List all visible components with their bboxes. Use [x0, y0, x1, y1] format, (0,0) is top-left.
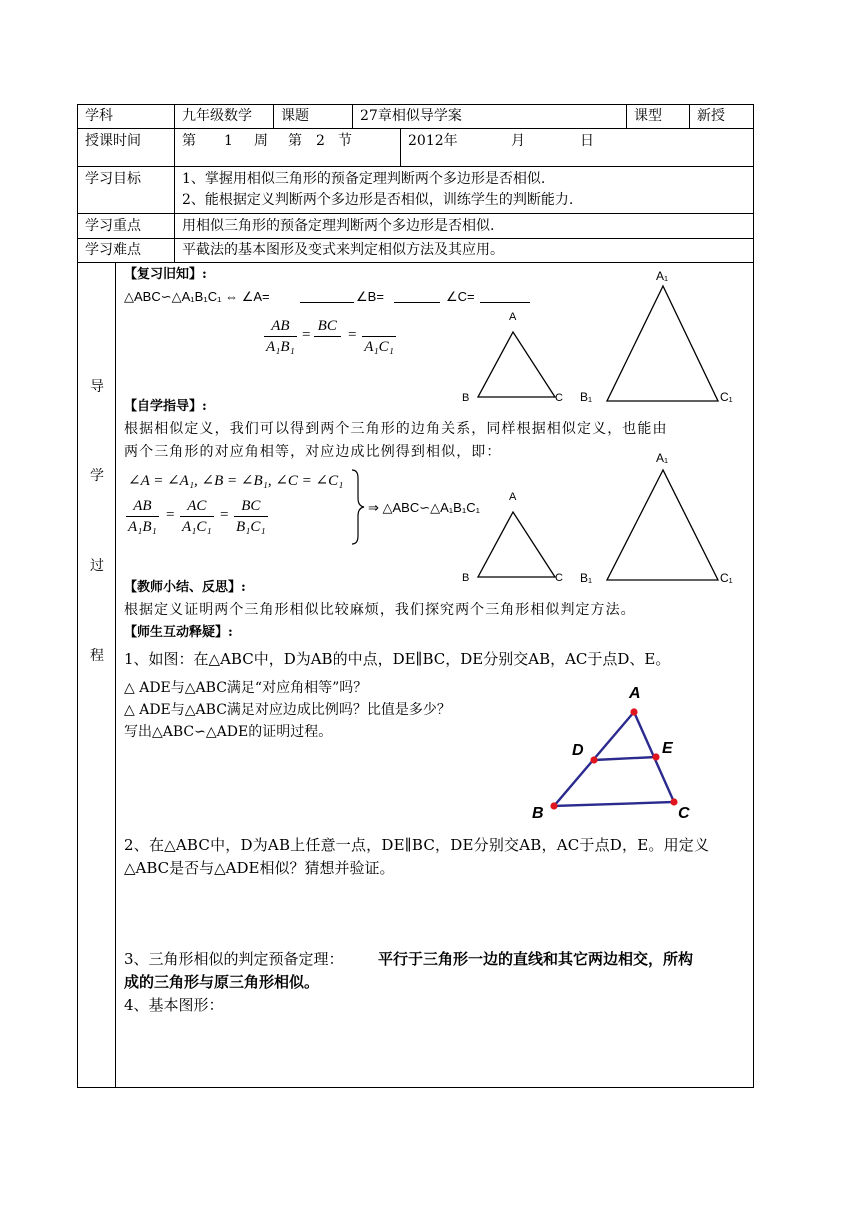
question-2-line1: 2、在△ABC中，D为AB上任意一点，DE∥BC，DE分别交AB，AC于点D，E。用定义: [124, 836, 710, 854]
fraction-numerator: AB: [264, 316, 297, 337]
fraction-numerator: AC: [180, 496, 214, 517]
section-num: 2: [316, 133, 325, 149]
vertex-label: C: [678, 805, 690, 822]
vertex-label: B₁: [580, 571, 593, 585]
difficulty-text: 平截法的基本图形及变式来判定相似方法及其应用。: [182, 242, 504, 258]
vertex-label: B₁: [580, 390, 593, 404]
process-label-char: 导: [90, 379, 104, 395]
goal-item: 1、掌握用相似三角形的预备定理判断两个多边形是否相似.: [182, 171, 546, 187]
focus-label: 学习重点: [85, 218, 141, 234]
type-value: 新授: [697, 108, 725, 124]
week-num: 1: [224, 133, 233, 149]
ratio-fraction: [126, 496, 159, 537]
triangle-figures-self-study: [456, 446, 746, 592]
right-brace: [350, 468, 366, 546]
large-triangle: [607, 470, 718, 580]
equals-sign: =: [348, 327, 357, 343]
review-heading: 【复习旧知】:: [124, 267, 207, 282]
subject-value: 九年级数学: [182, 108, 252, 124]
fraction-denominator: A₁C₁: [364, 339, 394, 355]
question-1b: △ ADE与△ABC满足对应边成比例吗？比值是多少？: [124, 702, 451, 718]
vertex-label: C₁: [720, 571, 733, 585]
fraction-numerator: BC: [314, 316, 341, 337]
point-d: [590, 756, 597, 763]
process-label-char: 程: [90, 648, 104, 664]
fraction-denominator: A₁B₁: [266, 339, 295, 355]
vertex-label: A₁: [656, 451, 669, 465]
small-triangle: [478, 512, 555, 577]
question-2-line2: △ABC是否与△ADE相似？猜想并验证。: [124, 859, 395, 877]
vertex-label: C: [555, 572, 563, 584]
point-e: [652, 753, 659, 760]
subject-label: 学科: [85, 108, 113, 124]
triangle-ade-diagram: [528, 680, 710, 822]
time-label: 授课时间: [85, 133, 141, 149]
point-c: [670, 798, 677, 805]
vertex-label: C: [555, 392, 563, 404]
angle-equalities: ∠A = ∠A₁, ∠B = ∠B₁, ∠C = ∠C₁: [128, 473, 344, 489]
self-study-heading: 【自学指导】:: [124, 399, 207, 414]
difficulty-label: 学习难点: [85, 242, 141, 258]
point-a: [630, 708, 637, 715]
fraction-denominator: [314, 337, 341, 357]
question-3-theorem: 平行于三角形一边的直线和其它两边相交，所构: [378, 950, 694, 968]
question-1: 1、如图：在△ABC中，D为AB的中点，DE∥BC，DE分别交AB，AC于点D、E。: [124, 650, 671, 668]
review-fraction: [362, 316, 396, 357]
question-1c: 写出△ABC∽△ADE的证明过程。: [124, 724, 333, 740]
equals-sign: =: [166, 507, 175, 523]
type-label: 课型: [634, 108, 662, 124]
equals-sign: =: [302, 327, 311, 343]
vertex-label: C₁: [720, 390, 733, 404]
vertex-label: B: [462, 572, 470, 584]
fraction-denominator: B₁C₁: [236, 519, 266, 535]
date-day: 日: [580, 133, 594, 149]
question-3-theorem-cont: 成的三角形与原三角形相似。: [124, 973, 320, 991]
large-triangle: [607, 286, 718, 401]
vertex-label: B: [532, 805, 544, 822]
vertex-label: E: [662, 740, 673, 757]
blank-line: [394, 302, 440, 303]
vertex-label: A₁: [656, 269, 669, 283]
teacher-summary-text: 根据定义证明两个三角形相似比较麻烦，我们探究两个三角形相似判定方法。: [124, 602, 636, 618]
segment-de: [594, 757, 656, 760]
equals-sign: =: [220, 507, 229, 523]
week-prefix: 第: [182, 133, 196, 149]
similarity-conclusion: ⇒ △ABC∽△A₁B₁C₁: [368, 500, 481, 515]
fraction-numerator: BC: [234, 496, 268, 517]
question-3-prefix: 3、三角形相似的判定预备定理：: [124, 950, 344, 968]
self-study-line: 两个三角形的对应角相等，对应边成比例得到相似，即：: [124, 444, 502, 460]
triangle-figures-review: [456, 264, 746, 410]
vertex-label: A: [629, 685, 641, 702]
review-fraction: [314, 316, 341, 357]
question-4: 4、基本图形：: [124, 996, 224, 1014]
review-fraction: [264, 316, 297, 357]
focus-text: 用相似三角形的预备定理判断两个多边形是否相似.: [182, 218, 495, 234]
topic-label: 课题: [281, 108, 309, 124]
process-label-char: 学: [90, 468, 104, 484]
ratio-fraction: [234, 496, 268, 537]
fraction-denominator: A₁B₁: [128, 519, 157, 535]
week-suffix: 周: [254, 133, 268, 149]
section-suffix: 节: [338, 133, 352, 149]
review-line1-c: ∠C=: [446, 289, 475, 304]
fraction-numerator: AB: [126, 496, 159, 517]
goal-item: 2、能根据定义判断两个多边形是否相似，训练学生的判断能力.: [182, 192, 574, 208]
review-line1-b: ∠B=: [356, 289, 384, 304]
self-study-line: 根据相似定义，我们可以得到两个三角形的边角关系，同样根据相似定义，也能由: [124, 421, 668, 437]
point-b: [550, 802, 557, 809]
vertex-label: A: [509, 491, 517, 503]
small-triangle: [478, 332, 555, 397]
ratio-fraction: [180, 496, 214, 537]
blank-line: [300, 302, 354, 303]
date-month: 月: [511, 133, 525, 149]
fraction-numerator: [362, 316, 396, 337]
question-1a: △ ADE与△ABC满足“对应角相等”吗？: [124, 680, 368, 696]
fraction-denominator: A₁C₁: [182, 519, 212, 535]
interaction-heading: 【师生互动释疑】:: [124, 625, 233, 640]
date-year: 2012年: [408, 133, 458, 149]
process-label-char: 过: [90, 558, 104, 574]
vertex-label: B: [462, 392, 470, 404]
vertex-label: D: [572, 742, 584, 759]
topic-value: 27章相似导学案: [360, 108, 462, 124]
section-prefix: 第: [288, 133, 302, 149]
vertex-label: A: [509, 311, 517, 323]
goals-label: 学习目标: [85, 171, 141, 187]
teacher-summary-heading: 【教师小结、反思】:: [124, 580, 246, 595]
review-line1-prefix: △ABC∽△A₁B₁C₁ ⇔ ∠A=: [124, 289, 270, 304]
